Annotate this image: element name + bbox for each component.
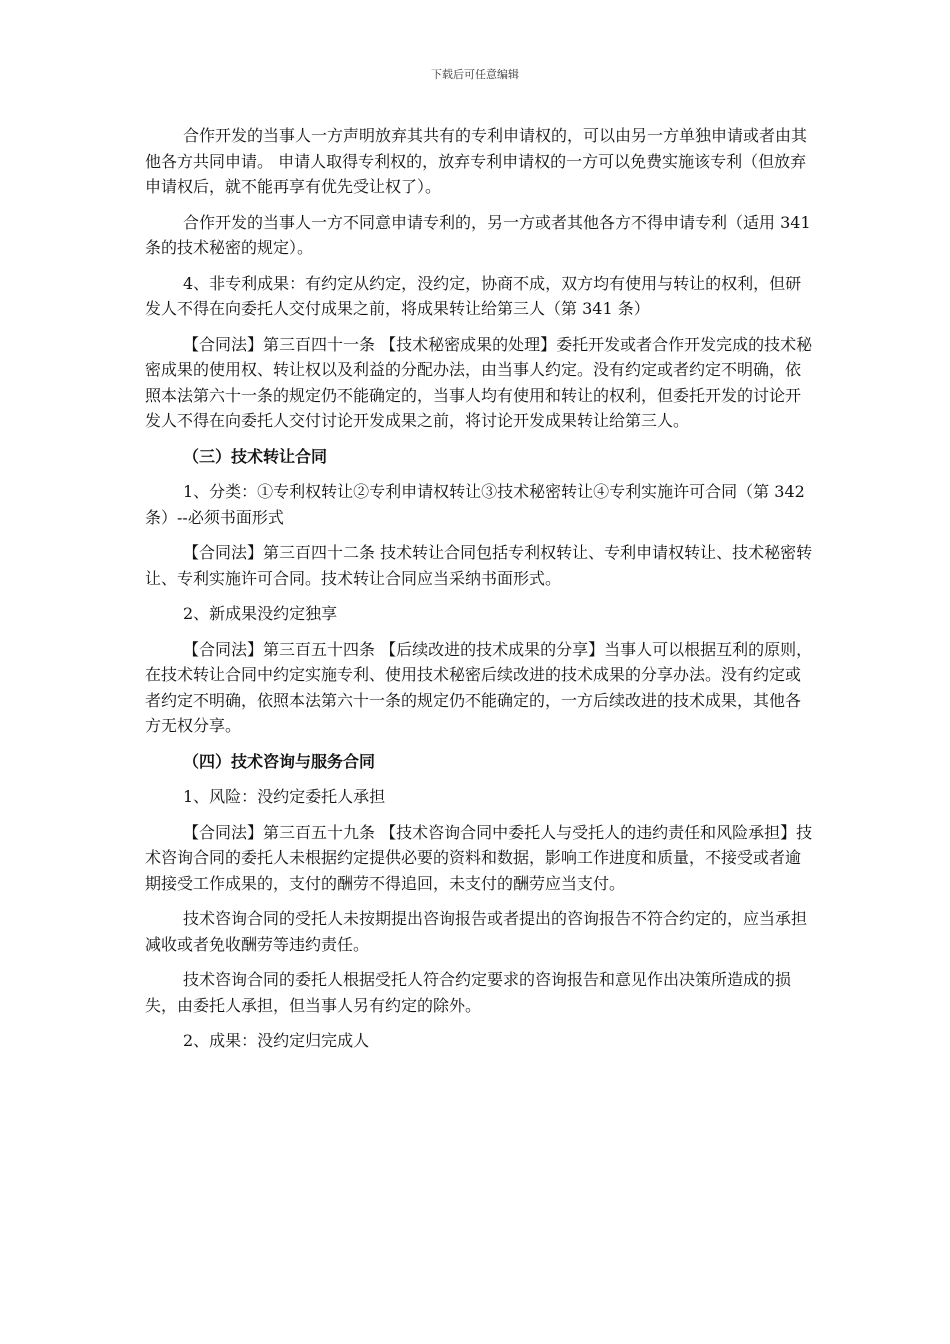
paragraph: 技术咨询合同的委托人根据受托人符合约定要求的咨询报告和意见作出决策所造成的损失，由委托人承担，但当事人另有约定的除外。 bbox=[145, 970, 792, 1015]
paragraph: 合作开发的当事人一方声明放弃其共有的专利申请权的，可以由另一方单独申请或者由其他各方共同申请。 申请人取得专利权的，放弃专利申请权的一方可以免费实施该专利（但放弃申请权后，就不能再享有优先受让权了）。 bbox=[145, 126, 808, 196]
paragraph: 【合同法】第三百四十一条 【技术秘密成果的处理】委托开发或者合作开发完成的技术秘密成果的使用权、转让权以及利益的分配办法，由当事人约定。没有约定或者约定不明确，依照本法第六十一条的规定仍不能确定的，当事人均有使用和转让的权利，但委托开发的讨论开发人不得在向委托人交付讨论开发成果之前，将讨论开发成果转让给第三人。 bbox=[145, 334, 813, 430]
paragraph: 1、风险：没约定委托人承担 bbox=[183, 787, 386, 806]
paragraph: 合作开发的当事人一方不同意申请专利的，另一方或者其他各方不得申请专利（适用 341 条的技术秘密的规定）。 bbox=[145, 212, 811, 257]
section-heading: （四）技术咨询与服务合同 bbox=[183, 751, 376, 771]
document-body bbox=[145, 123, 813, 1064]
paragraph: 【合同法】第三百五十九条 【技术咨询合同中委托人与受托人的违约责任和风险承担】技术咨询合同的委托人未根据约定提供必要的资料和数据，影响工作进度和质量，不接受或者逾期接受工作成果的，支付的酬劳不得追回，未支付的酬劳应当支付。 bbox=[145, 822, 813, 893]
paragraph: 【合同法】第三百五十四条 【后续改进的技术成果的分享】当事人可以根据互利的原则，在技术转让合同中约定实施专利、使用技术秘密后续改进的技术成果的分享办法。没有约定或者约定不明确，依照本法第六十一条的规定仍不能确定的，一方后续改进的技术成果，其他各方无权分享。 bbox=[145, 639, 813, 735]
paragraph: 【合同法】第三百四十二条 技术转让合同包括专利权转让、专利申请权转让、技术秘密转让、专利实施许可合同。技术转让合同应当采纳书面形式。 bbox=[145, 543, 813, 588]
page-header: 下载后可任意编辑 bbox=[431, 68, 519, 81]
paragraph: 2、新成果没约定独享 bbox=[183, 604, 338, 623]
paragraph: 1、分类：①专利权转让②专利申请权转让③技术秘密转让④专利实施许可合同（第 342 条）--必须书面形式 bbox=[145, 482, 805, 527]
section-heading: （三）技术转让合同 bbox=[183, 446, 328, 466]
paragraph: 技术咨询合同的受托人未按期提出咨询报告或者提出的咨询报告不符合约定的，应当承担减收或者免收酬劳等违约责任。 bbox=[145, 909, 808, 954]
paragraph: 2、成果：没约定归完成人 bbox=[183, 1031, 370, 1050]
paragraph: 4、非专利成果：有约定从约定，没约定，协商不成，双方均有使用与转让的权利，但研发人不得在向委托人交付成果之前，将成果转让给第三人（第 341 条） bbox=[145, 273, 802, 318]
